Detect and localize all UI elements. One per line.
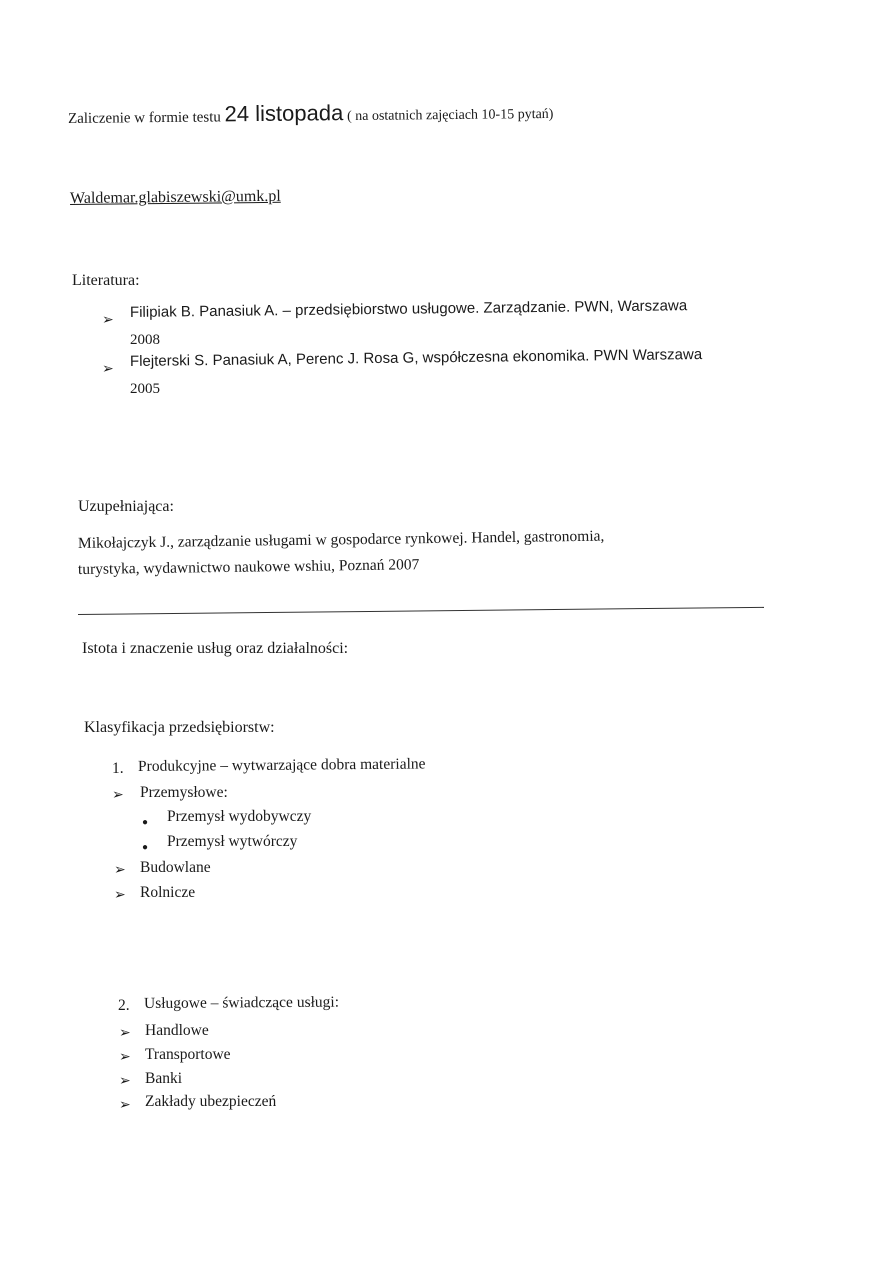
supplementary-line-1: Mikołajczyk J., zarządzanie usługami w gospodarce rynkowej. Handel, gastronomia, (77, 527, 605, 552)
group-2-item-2-bullet (119, 1048, 131, 1066)
exam-info-suffix: ( na ostatnich zajęciach 10-15 pytań) (346, 106, 554, 125)
bullet-dot-icon: ● (142, 842, 149, 853)
arrow-bullet-icon: ➢ (119, 1073, 131, 1089)
group-1-item-2: Budowlane (140, 859, 211, 876)
group-2-title: Usługowe – świadczące usługi: (143, 993, 340, 1012)
group-2-item-4: Zakłady ubezpieczeń (145, 1093, 277, 1110)
group-2-number: 2. (118, 997, 130, 1014)
subitem-2: Przemysł wytwórczy (167, 833, 298, 850)
group-1-item-1: Przemysłowe: (140, 784, 228, 801)
arrow-bullet-icon: ➢ (119, 1097, 131, 1113)
literature-bullet-2 (102, 360, 114, 378)
group-1-item-2-bullet (114, 861, 126, 879)
horizontal-divider (78, 607, 764, 615)
arrow-bullet-icon: ➢ (102, 312, 114, 328)
arrow-bullet-icon: ➢ (102, 361, 114, 377)
subitem-1: Przemysł wydobywczy (167, 808, 312, 825)
literature-item-2: Flejterski S. Panasiuk A, Perenc J. Rosa G, współczesna ekonomika. PWN Warszawa (129, 346, 703, 370)
supplementary-label: Uzupełniająca: (78, 498, 174, 515)
exam-info-line (68, 98, 554, 129)
arrow-bullet-icon: ➢ (112, 787, 124, 803)
group-1-item-3: Rolnicze (140, 884, 196, 901)
group-2-item-3: Banki (145, 1070, 183, 1087)
literature-label: Literatura: (72, 272, 140, 289)
subitem-2-bullet (142, 837, 148, 855)
supplementary-line-2: turystyka, wydawnictwo naukowe wshiu, Poznań 2007 (77, 556, 420, 578)
contact-email[interactable]: Waldemar.glabiszewski@umk.pl (69, 187, 281, 207)
group-1-title: Produkcyjne – wytwarzające dobra materialne (137, 755, 426, 775)
group-2-item-4-bullet (119, 1096, 131, 1114)
group-2-item-1: Handlowe (145, 1022, 209, 1039)
arrow-bullet-icon: ➢ (114, 887, 126, 903)
group-1-number: 1. (112, 760, 124, 777)
arrow-bullet-icon: ➢ (119, 1025, 131, 1041)
literature-item-1: Filipiak B. Panasiuk A. – przedsiębiorstwo usługowe. Zarządzanie. PWN, Warszawa (129, 297, 688, 321)
arrow-bullet-icon: ➢ (114, 862, 126, 878)
subitem-1-bullet (142, 812, 148, 830)
group-1-item-1-bullet (112, 786, 124, 804)
group-2-item-1-bullet (119, 1024, 131, 1042)
exam-date: 24 listopada (224, 100, 344, 127)
literature-item-1-year: 2008 (130, 332, 160, 348)
section-title: Istota i znaczenie usług oraz działalności: (82, 640, 349, 657)
exam-info-prefix: Zaliczenie w formie testu (67, 109, 221, 127)
bullet-dot-icon: ● (142, 817, 149, 828)
literature-item-2-year: 2005 (130, 381, 160, 397)
classification-label: Klasyfikacja przedsiębiorstw: (84, 719, 275, 736)
group-1-item-3-bullet (114, 886, 126, 904)
arrow-bullet-icon: ➢ (119, 1049, 131, 1065)
literature-bullet-1 (102, 311, 114, 329)
group-2-item-3-bullet (119, 1072, 131, 1090)
group-2-item-2: Transportowe (145, 1046, 231, 1063)
